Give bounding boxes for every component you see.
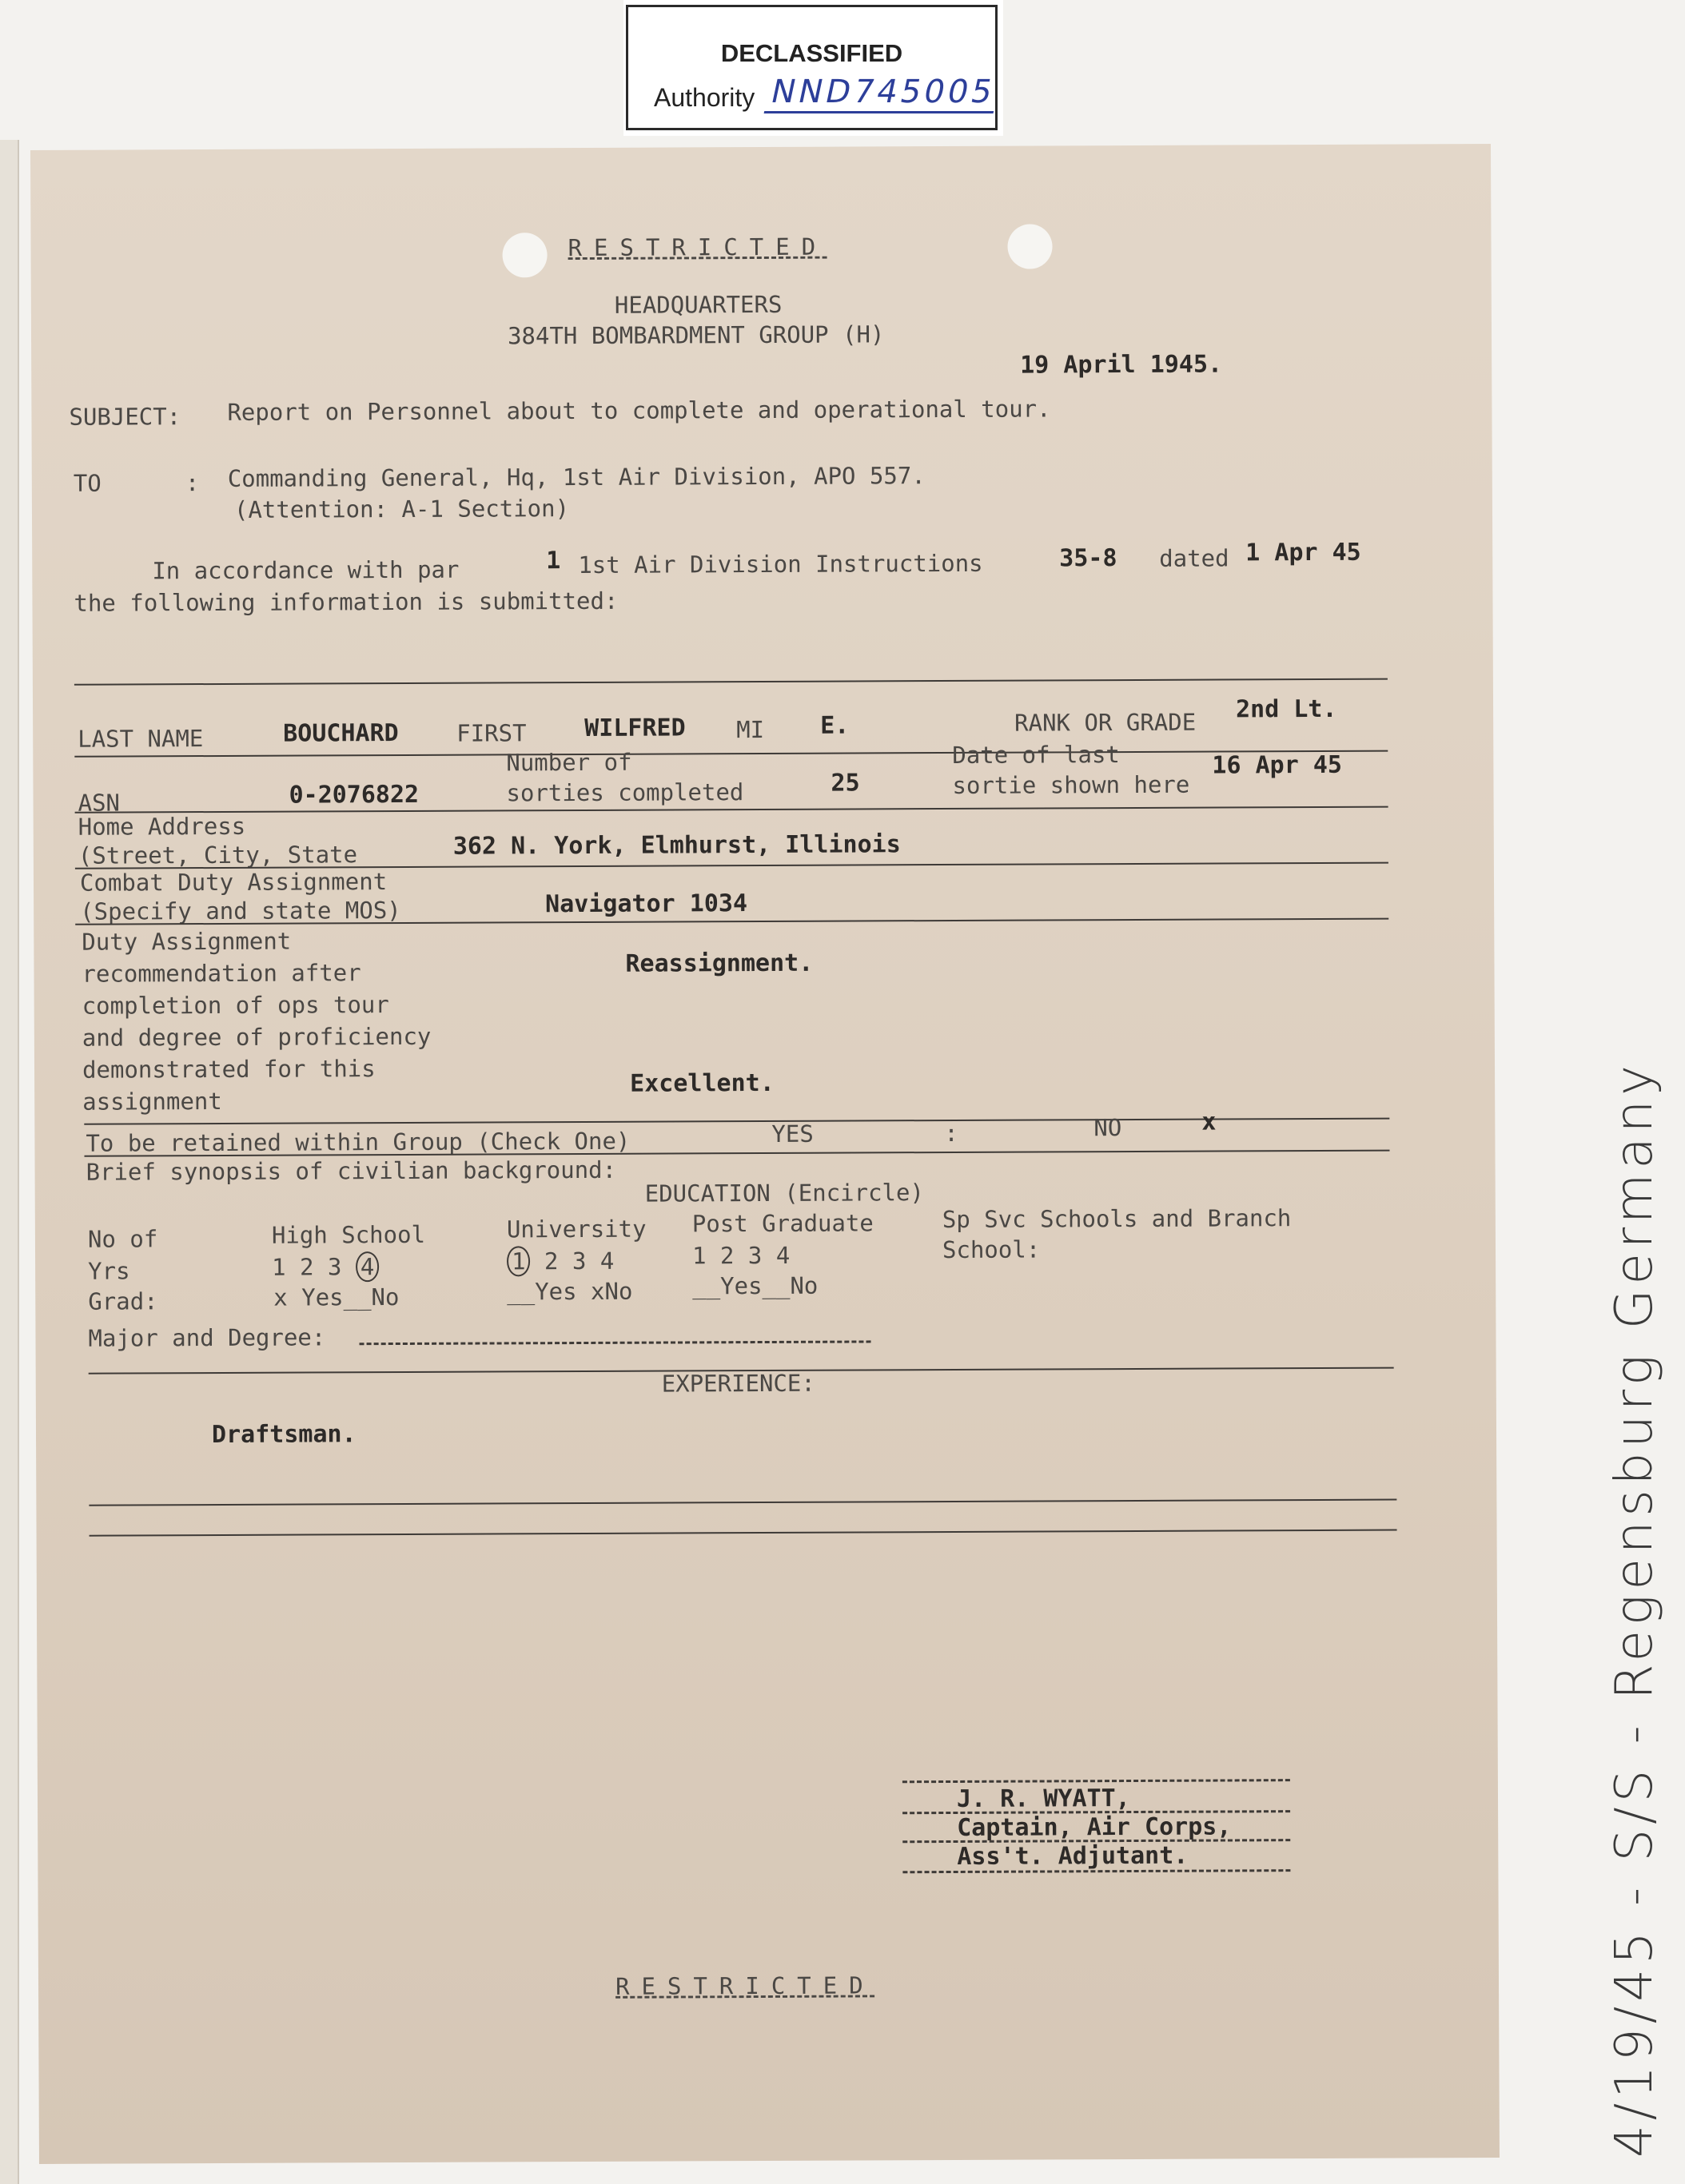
to-addressee: Commanding General, Hq, 1st Air Division, APO 557. xyxy=(227,462,926,492)
subject-text: Report on Personnel about to complete and operational tour. xyxy=(227,395,1051,426)
intro-text-b: 1st Air Division Instructions xyxy=(578,549,983,579)
middle-initial-label: MI xyxy=(736,716,765,744)
high-school-grad: x Yes__No xyxy=(273,1283,400,1311)
university-years-circled: 1 xyxy=(507,1246,531,1276)
special-schools-label-1: Sp Svc Schools and Branch xyxy=(942,1204,1292,1234)
dated-label: dated xyxy=(1159,544,1229,572)
high-school-label: High School xyxy=(271,1220,426,1249)
major-degree-label: Major and Degree: xyxy=(88,1323,326,1352)
paragraph-number: 1 xyxy=(546,547,561,575)
high-school-years-circled: 4 xyxy=(356,1251,380,1282)
university-label: University xyxy=(506,1215,647,1243)
signatory-position: Ass't. Adjutant. xyxy=(957,1841,1189,1871)
sorties-label-1: Number of xyxy=(506,748,632,777)
post-graduate-label: Post Graduate xyxy=(691,1209,874,1238)
duty-label-line: assignment xyxy=(82,1087,222,1116)
document-page xyxy=(30,144,1500,2164)
major-degree-line xyxy=(360,1340,871,1345)
retained-no-label: NO xyxy=(1093,1114,1122,1142)
grad-label: Grad: xyxy=(88,1287,158,1315)
post-graduate-years: 1 2 3 4 xyxy=(691,1241,791,1270)
first-name-label: FIRST xyxy=(456,719,527,747)
experience-rule-lower xyxy=(90,1530,1397,1537)
duty-block-rule xyxy=(84,1118,1389,1125)
instructions-number: 35-8 xyxy=(1059,544,1117,573)
education-label: EDUCATION (Encircle) xyxy=(644,1179,924,1207)
sorties-label-2: sorties completed xyxy=(506,778,744,807)
retained-separator: : xyxy=(944,1119,958,1148)
last-name-label: LAST NAME xyxy=(78,725,204,753)
last-sortie-value: 16 Apr 45 xyxy=(1212,750,1343,780)
high-school-years-other: 1 2 3 xyxy=(272,1253,342,1281)
home-address-value: 362 N. York, Elmhurst, Illinois xyxy=(452,830,901,861)
special-schools-label-2: School: xyxy=(942,1235,1041,1264)
proficiency-value: Excellent. xyxy=(630,1068,775,1098)
retained-label: To be retained within Group (Check One) xyxy=(86,1127,631,1157)
subject-label: SUBJECT: xyxy=(69,403,181,431)
duty-label-line: recommendation after xyxy=(82,959,361,988)
restricted-footer: RESTRICTED xyxy=(615,1971,875,2000)
combat-duty-label-1: Combat Duty Assignment xyxy=(79,868,388,897)
combat-duty-value: Navigator 1034 xyxy=(545,889,748,919)
restricted-header: RESTRICTED xyxy=(568,233,828,262)
sorties-value: 25 xyxy=(831,769,860,798)
group-name: 384TH BOMBARDMENT GROUP (H) xyxy=(507,320,885,350)
intro-text-line2: the following information is submitted: xyxy=(74,587,619,617)
handwritten-margin-note: 4/19/45 - S/S - Regensburg Germany xyxy=(1605,1060,1664,2158)
signatory-name: J. R. WYATT, xyxy=(956,1784,1130,1813)
asn-row-rule xyxy=(75,806,1388,814)
last-name-value: BOUCHARD xyxy=(283,718,399,748)
duty-label-line: and degree of proficiency xyxy=(82,1022,432,1052)
asn-value: 0-2076822 xyxy=(289,780,420,810)
rank-label: RANK OR GRADE xyxy=(1014,708,1197,737)
adjacent-page-edge xyxy=(0,140,19,2184)
name-row-rule xyxy=(74,750,1388,758)
university-grad: __Yes xNo xyxy=(507,1277,633,1306)
university-years-other: 2 3 4 xyxy=(544,1247,615,1275)
last-sortie-label-2: sortie shown here xyxy=(952,770,1190,799)
signatory-title: Captain, Air Corps, xyxy=(957,1812,1232,1842)
retained-no-mark: x xyxy=(1201,1108,1217,1136)
home-address-label-1: Home Address xyxy=(78,812,246,841)
intro-text-a: In accordance with par xyxy=(152,555,460,585)
headquarters-label: HEADQUARTERS xyxy=(614,290,783,319)
last-sortie-label-1: Date of last xyxy=(952,741,1120,769)
document-date: 19 April 1945. xyxy=(1020,350,1223,380)
rank-value: 2nd Lt. xyxy=(1235,694,1337,724)
to-attention: (Attention: A-1 Section) xyxy=(233,495,570,523)
punch-hole-left xyxy=(502,233,547,277)
to-label: TO xyxy=(73,469,102,497)
stamp-authority-label: Authority xyxy=(654,83,755,112)
experience-label: EXPERIENCE: xyxy=(661,1369,815,1398)
duty-label-line: demonstrated for this xyxy=(82,1055,376,1084)
asn-label: ASN xyxy=(78,789,121,817)
punch-hole-right xyxy=(1007,224,1052,269)
high-school-years xyxy=(272,1253,379,1281)
home-address-label-2: (Street, City, State xyxy=(78,841,358,869)
stamp-authority-code: NND745005 xyxy=(764,73,1002,113)
experience-value: Draftsman. xyxy=(211,1420,357,1450)
declassified-stamp xyxy=(626,5,998,130)
middle-initial-value: E. xyxy=(820,711,850,740)
retained-yes-label: YES xyxy=(771,1120,814,1148)
civilian-background-label: Brief synopsis of civilian background: xyxy=(86,1156,617,1186)
to-colon: : xyxy=(185,469,200,497)
first-name-value: WILFRED xyxy=(584,714,686,742)
form-top-rule xyxy=(74,678,1388,686)
stamp-title: DECLASSIFIED xyxy=(720,39,903,67)
post-graduate-grad: __Yes__No xyxy=(692,1271,819,1300)
duty-recommendation-value: Reassignment. xyxy=(625,949,814,978)
instructions-date: 1 Apr 45 xyxy=(1245,538,1361,567)
university-years xyxy=(507,1247,614,1275)
combat-duty-label-2: (Specify and state MOS) xyxy=(80,896,401,925)
no-of-label: No of xyxy=(87,1225,158,1253)
yrs-label: Yrs xyxy=(88,1257,130,1285)
experience-rule xyxy=(89,1499,1396,1506)
duty-label-line: completion of ops tour xyxy=(82,991,389,1020)
signature-line xyxy=(902,1779,1290,1783)
duty-label-line: Duty Assignment xyxy=(82,927,292,956)
